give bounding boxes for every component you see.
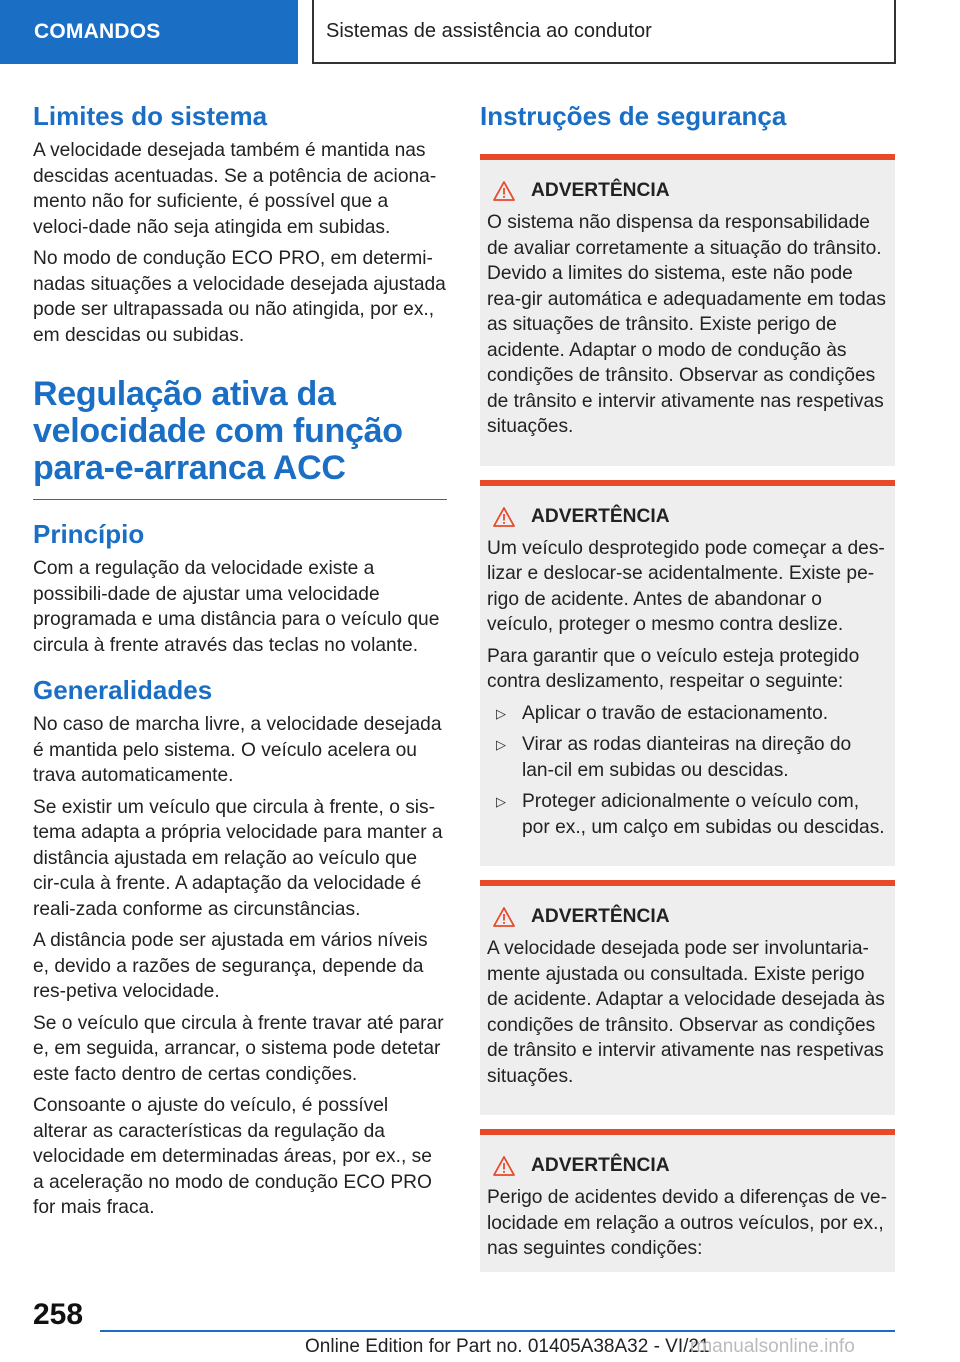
warning-heading xyxy=(487,1155,887,1177)
warning-triangle-icon xyxy=(493,507,515,527)
bullet-item xyxy=(487,789,887,840)
warning-box xyxy=(480,880,895,1115)
chapter-tab: COMANDOS xyxy=(0,0,298,64)
warning-box xyxy=(480,1129,895,1272)
warning-heading xyxy=(487,906,887,928)
warning-box xyxy=(480,154,895,466)
warning-text: Perigo de acidentes devido a diferenças de ve-locidade em relação a outros veículos, por ex., nas seguintes condições: xyxy=(487,1187,887,1259)
warnings-list xyxy=(480,154,895,1272)
bullet-item xyxy=(487,701,887,727)
general-heading: Generalidades xyxy=(33,675,213,705)
paragraph: Se existir um veículo que circula à frente, o sis-tema adapta a própria velocidade para manter a distância ajustada em relação ao veículo que cir-cula à frente. A adaptação da velocidade é reali-zada conforme as circunstâncias. xyxy=(33,796,443,920)
warning-text: Um veículo desprotegido pode começar a des-lizar e deslocar-se acidentalmente. Existe pe-rigo de acidente. Antes de abandonar o veículo, proteger o mesmo contra deslize. xyxy=(487,537,885,635)
warning-label: ADVERTÊNCIA xyxy=(531,180,670,201)
watermark: rmanualsonline.info xyxy=(690,1336,855,1357)
left-column xyxy=(33,100,447,1237)
warning-text: O sistema não dispensa da responsabilidade de avaliar corretamente a situação do trânsito. Devido a limites do sistema, este não pode rea-gir automática e adequadamente em todas as situações de trânsito. Existe perigo de acidente. Adaptar o modo de condução às condições de trânsito. Observar as condições de trânsito e intervir ativamente nas respetivas situações. xyxy=(487,212,886,437)
warning-label: ADVERTÊNCIA xyxy=(531,505,670,527)
section-header: Sistemas de assistência ao condutor xyxy=(312,0,896,64)
warning-triangle-icon xyxy=(493,1156,515,1176)
warning-triangle-icon xyxy=(493,907,515,927)
main-title: Regulação ativa da velocidade com função para-e-arranca ACC xyxy=(33,375,403,487)
paragraph: Com a regulação da velocidade existe a possibili-dade de ajustar uma velocidade programada e uma distância para o veículo que circula à frente através das teclas no volante. xyxy=(33,558,440,656)
edition-note: Online Edition for Part no. 01405A38A32 - VI/21 xyxy=(305,1336,710,1357)
limits-heading: Limites do sistema xyxy=(33,101,268,131)
triangle-right-icon: ▷ xyxy=(496,794,506,809)
footer-divider xyxy=(100,1330,895,1332)
warning-heading xyxy=(487,180,887,202)
warning-label: ADVERTÊNCIA xyxy=(531,906,670,927)
warning-text: A velocidade desejada pode ser involuntaria-mente ajustada ou consultada. Existe perigo de acidente. Adaptar a velocidade desejada às condições de trânsito. Observar as condições de trânsito e intervir ativamente nas respetivas situações. xyxy=(487,938,885,1087)
bullet-text: Proteger adicionalmente o veículo com, por ex., um calço em subidas ou descidas. xyxy=(522,791,885,838)
warning-box xyxy=(480,480,895,867)
bullet-text: Aplicar o travão de estacionamento. xyxy=(522,702,829,724)
principle-section xyxy=(33,518,447,658)
bullet-text: Virar as rodas dianteiras na direção do lan-cil em subidas ou descidas. xyxy=(522,734,852,781)
general-section xyxy=(33,674,447,1221)
paragraph: No caso de marcha livre, a velocidade desejada é mantida pelo sistema. O veículo acelera ou trava automaticamente. xyxy=(33,714,442,786)
bullet-item xyxy=(487,732,887,783)
right-column xyxy=(480,100,895,1286)
warning-label: ADVERTÊNCIA xyxy=(531,1155,670,1176)
principle-heading: Princípio xyxy=(33,519,145,549)
paragraph: Se o veículo que circula à frente travar até parar e, em seguida, arrancar, o sistema pode detetar este facto dentro de certas condições. xyxy=(33,1012,444,1085)
main-title-block xyxy=(33,376,447,500)
triangle-right-icon: ▷ xyxy=(496,737,506,752)
paragraph: A distância pode ser ajustada em vários níveis e, devido a razões de segurança, depende da res-petiva velocidade. xyxy=(33,930,428,1002)
triangle-right-icon: ▷ xyxy=(496,705,506,721)
paragraph: No modo de condução ECO PRO, em determi-nadas situações a velocidade desejada ajustada pode ser ultrapassada ou não atingida, por ex., em descidas ou subidas. xyxy=(33,248,446,346)
safety-heading: Instruções de segurança xyxy=(480,101,787,131)
warning-heading xyxy=(487,506,887,528)
paragraph: A velocidade desejada também é mantida nas descidas acentuadas. Se a potência de aciona-mento não for suficiente, é possível que a veloci-dade não seja atingida em subidas. xyxy=(33,140,437,238)
paragraph: Consoante o ajuste do veículo, é possível alterar as características da regulação da velocidade em determinadas áreas, por ex., se a aceleração no modo de condução ECO PRO for mais fraca. xyxy=(33,1095,432,1218)
page-number: 258 xyxy=(33,1298,84,1331)
warning-text: Para garantir que o veículo esteja protegido contra deslizamento, respeitar o seguinte: xyxy=(487,645,860,692)
limits-section xyxy=(33,100,447,348)
warning-triangle-icon xyxy=(493,181,515,201)
